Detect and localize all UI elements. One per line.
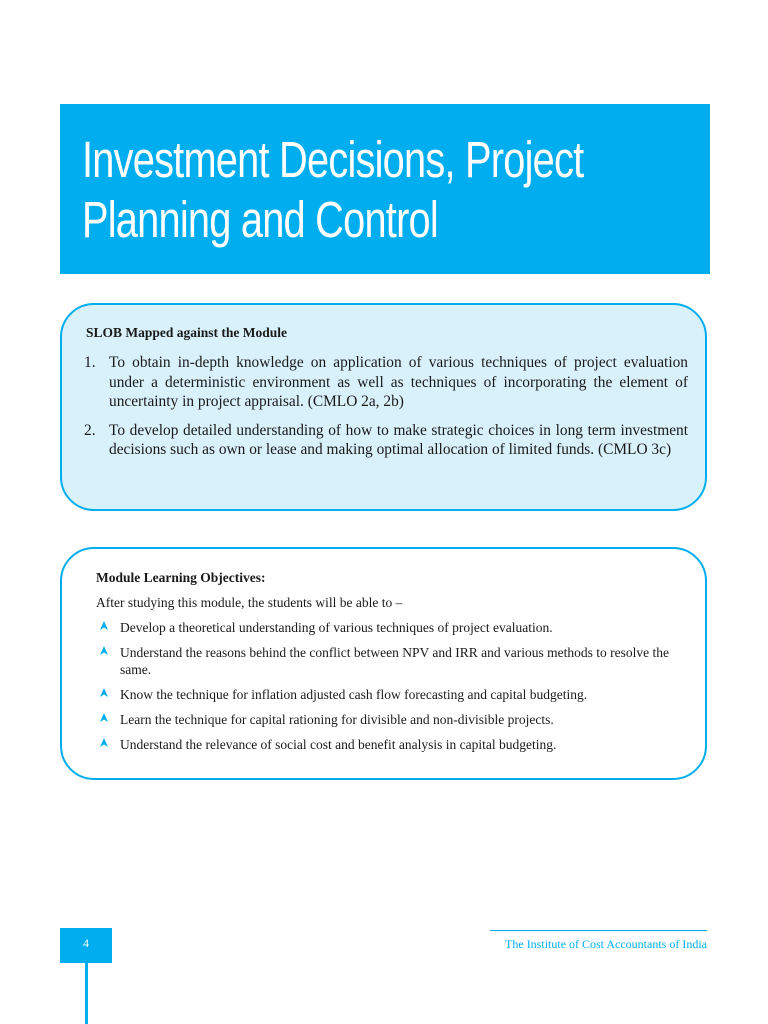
objective-item bbox=[96, 736, 692, 753]
slob-item-number: 2. bbox=[84, 421, 96, 439]
chapter-title bbox=[82, 130, 583, 250]
footer-rule bbox=[490, 930, 707, 931]
arrowhead-bullet-icon bbox=[99, 713, 109, 723]
objective-text: Know the technique for inflation adjusted cash flow forecasting and capital budgeting. bbox=[120, 687, 588, 702]
module-objectives-heading: Module Learning Objectives: bbox=[96, 570, 266, 585]
slob-item-number: 1. bbox=[84, 354, 96, 371]
arrowhead-bullet-icon bbox=[99, 621, 109, 631]
arrowhead-bullet-icon bbox=[99, 738, 109, 748]
objective-text: Understand the reasons behind the conflict between NPV and IRR and various methods to resolve the same. bbox=[120, 645, 669, 677]
module-objectives-box bbox=[60, 547, 707, 780]
arrowhead-bullet-icon bbox=[99, 646, 109, 656]
objective-text: Develop a theoretical understanding of various techniques of project evaluation. bbox=[120, 620, 553, 635]
slob-box bbox=[60, 303, 707, 511]
chapter-title-line: Planning and Control bbox=[82, 191, 438, 248]
module-objectives-intro: After studying this module, the students will be able to – bbox=[96, 595, 403, 610]
page-number-stem bbox=[85, 963, 88, 1024]
page-number: 4 bbox=[60, 928, 112, 963]
chapter-title-line: Investment Decisions, Project bbox=[82, 131, 584, 188]
slob-heading: SLOB Mapped against the Module bbox=[86, 325, 288, 340]
slob-item bbox=[84, 421, 688, 460]
objective-item bbox=[96, 711, 692, 728]
slob-list bbox=[84, 353, 688, 469]
objective-item bbox=[96, 644, 692, 678]
chapter-title-band bbox=[60, 104, 710, 274]
objective-item bbox=[96, 686, 692, 703]
objective-text: Learn the technique for capital rationing for divisible and non-divisible projects. bbox=[120, 712, 554, 727]
slob-item-text: To obtain in-depth knowledge on application of various techniques of project evaluation under a deterministic environment as well as techniques of incorporating the element of uncertainty in project appraisal. (CMLO 2a, 2b) bbox=[109, 354, 688, 410]
footer-publisher: The Institute of Cost Accountants of India bbox=[505, 937, 707, 951]
arrowhead-bullet-icon bbox=[99, 688, 109, 698]
slob-item-text: To develop detailed understanding of how to make strategic choices in long term investment decisions such as own or lease and making optimal allocation of limited funds. (CMLO 3c) bbox=[109, 421, 688, 458]
objective-text: Understand the relevance of social cost and benefit analysis in capital budgeting. bbox=[120, 737, 557, 752]
module-objectives-list bbox=[96, 619, 692, 761]
slob-item bbox=[84, 353, 688, 412]
objective-item bbox=[96, 619, 692, 636]
